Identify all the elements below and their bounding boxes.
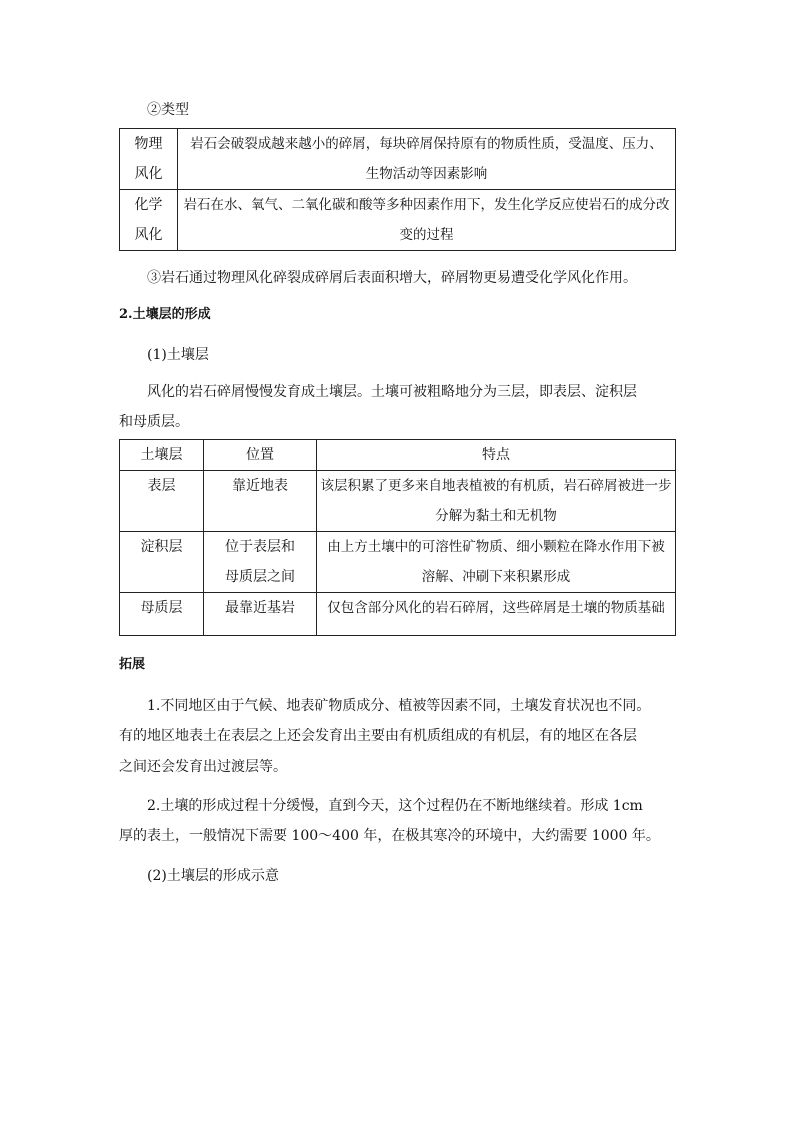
extension-line: 有的地区地表土在表层之上还会发育出主要由有机质组成的有机层，有的地区在各层	[119, 728, 637, 744]
weathering-types-table	[119, 128, 676, 251]
feature-line: 由上方土壤中的可溶性矿物质、细小颗粒在降水作用下被	[327, 539, 665, 555]
feature-line: 该层积累了更多来自地表植被的有机质，岩石碎屑被进一步	[320, 478, 672, 494]
soil-layers-table	[119, 439, 676, 636]
table-row	[120, 129, 676, 190]
feature-line: 仅包含部分风化的岩石碎屑，这些碎屑是土壤的物质基础	[327, 600, 665, 616]
feature-cell	[317, 593, 676, 636]
subheading-soil-formation-diagram: (2)土壤层的形成示意	[147, 868, 279, 884]
position-line: 母质层之间	[225, 569, 295, 585]
position-cell	[204, 593, 317, 636]
extension-line: 1.不同地区由于气候、地表矿物质成分、植被等因素不同，土壤发育状况也不同。	[147, 698, 651, 714]
section-2-title: 2.土壤层的形成	[119, 307, 211, 322]
label-line: 物理	[134, 136, 163, 152]
desc-line: 变的过程	[399, 227, 454, 243]
note-3: ③岩石通过物理风化碎裂成碎屑后表面积增大，碎屑物更易遭受化学风化作用。	[147, 270, 637, 286]
feature-cell	[317, 532, 676, 593]
desc-line: 岩石会破裂成越来越小的碎屑，每块碎屑保持原有的物质性质，受温度、压力、	[190, 136, 663, 152]
paragraph-line: 风化的岩石碎屑慢慢发育成土壤层。土壤可被粗略地分为三层，即表层、淀积层	[147, 384, 637, 400]
subheading-soil-layers: (1)土壤层	[147, 347, 209, 363]
feature-cell	[317, 471, 676, 532]
column-header: 位置	[204, 440, 317, 471]
position-line: 位于表层和	[225, 539, 295, 555]
position-cell	[204, 471, 317, 532]
label-line: 化学	[134, 197, 163, 213]
extension-line: 2.土壤的形成过程十分缓慢，直到今天，这个过程仍在不断地继续着。形成 1cm	[147, 798, 643, 814]
layer-cell: 淀积层	[120, 532, 204, 593]
table-cell-desc	[178, 129, 676, 190]
table-row	[120, 190, 676, 251]
extension-title: 拓展	[119, 657, 146, 672]
column-header: 土壤层	[120, 440, 204, 471]
table-cell-label	[120, 190, 178, 251]
table-cell-desc	[178, 190, 676, 251]
column-header: 特点	[317, 440, 676, 471]
label-line: 风化	[134, 227, 163, 243]
table-row	[120, 593, 676, 636]
desc-line: 岩石在水、氧气、二氧化碳和酸等多种因素作用下，发生化学反应使岩石的成分改	[183, 197, 670, 213]
table-row	[120, 532, 676, 593]
desc-line: 生物活动等因素影响	[365, 166, 488, 182]
feature-line: 分解为黏土和无机物	[435, 508, 557, 524]
table-header-row	[120, 440, 676, 471]
position-cell	[204, 532, 317, 593]
types-heading: ②类型	[147, 102, 189, 118]
position-line: 靠近地表	[232, 478, 288, 494]
paragraph-line: 和母质层。	[119, 414, 189, 430]
feature-line: 溶解、冲刷下来积累形成	[421, 569, 571, 585]
extension-line: 之间还会发育出过渡层等。	[119, 759, 287, 775]
layer-cell: 母质层	[120, 593, 204, 636]
table-cell-label	[120, 129, 178, 190]
table-row	[120, 471, 676, 532]
extension-line: 厚的表土，一般情况下需要 100～400 年，在极其寒冷的环境中，大约需要 1000 年。	[119, 828, 660, 844]
position-line: 最靠近基岩	[225, 600, 295, 616]
layer-cell: 表层	[120, 471, 204, 532]
label-line: 风化	[134, 166, 163, 182]
